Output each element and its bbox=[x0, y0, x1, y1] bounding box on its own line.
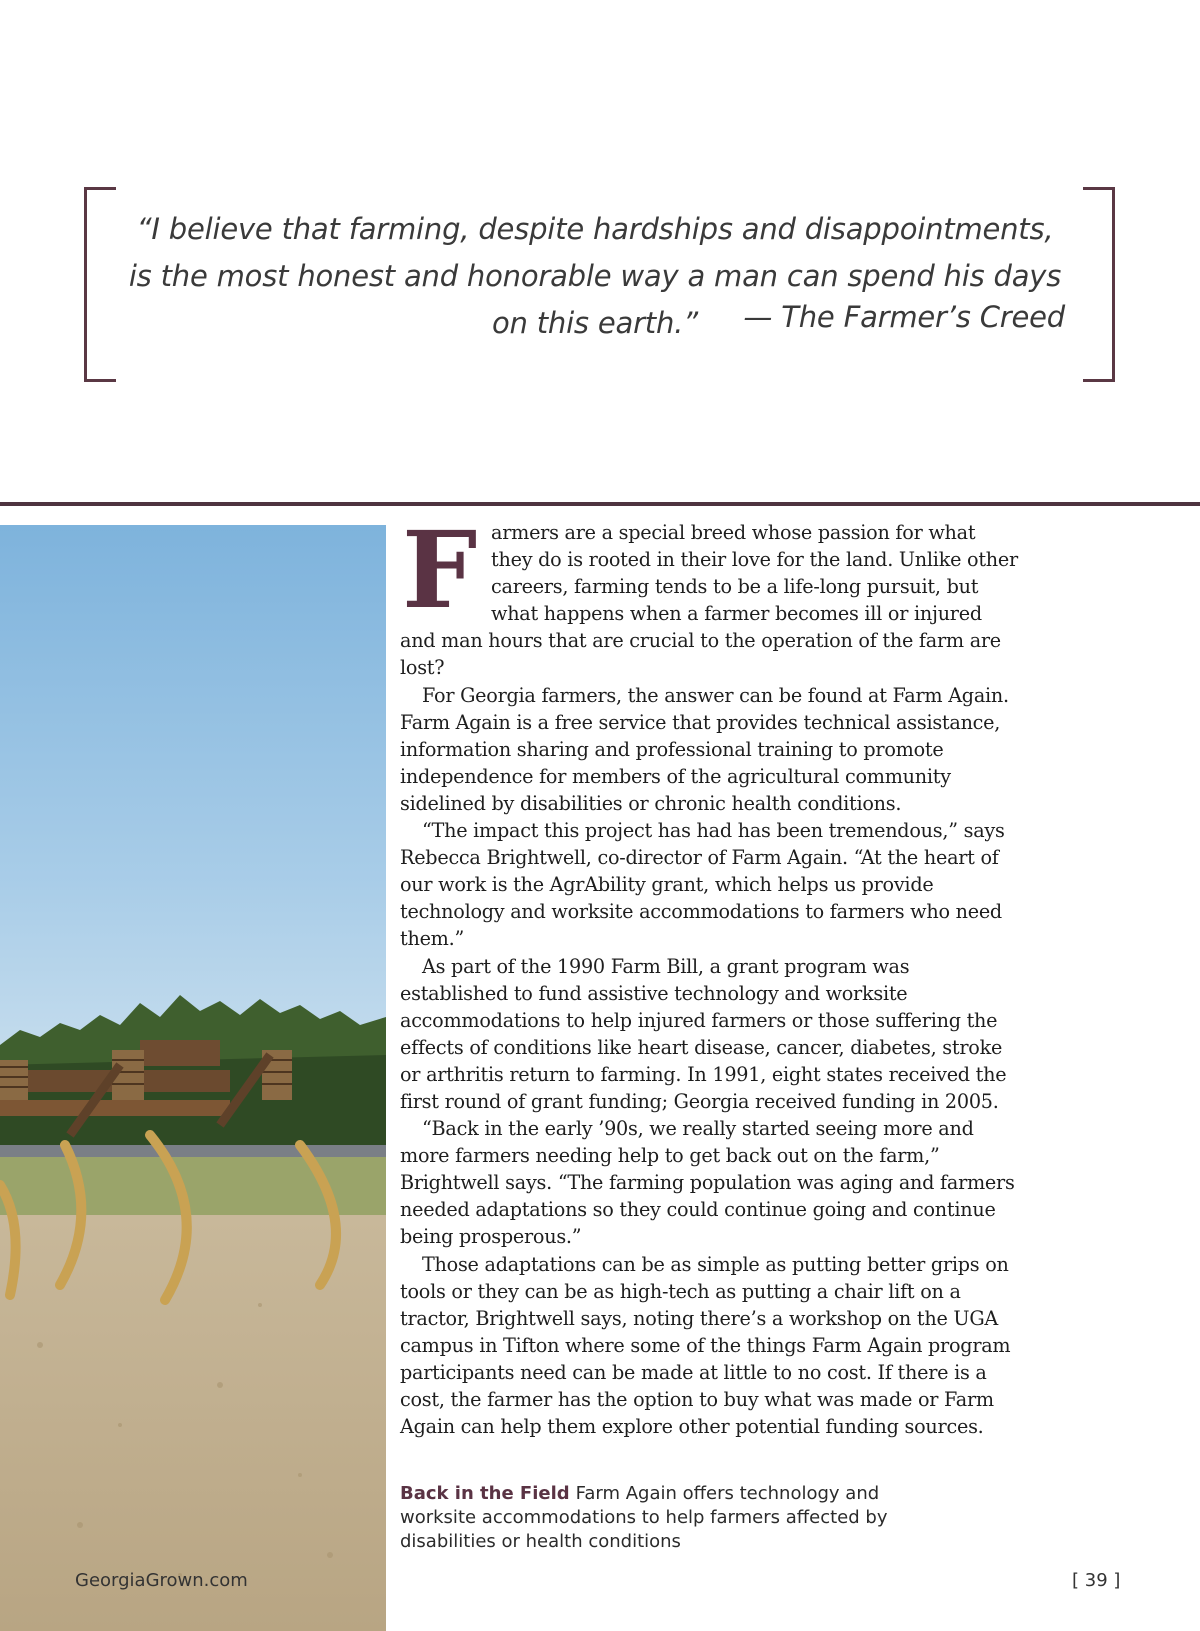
pull-quote-attribution: — The Farmer’s Creed bbox=[743, 300, 1065, 334]
drop-cap: F bbox=[402, 507, 478, 632]
section-divider bbox=[0, 502, 1200, 506]
caption-heading: Back in the Field bbox=[400, 1483, 570, 1504]
quote-bracket-right bbox=[1083, 187, 1115, 382]
farm-field-photo bbox=[0, 525, 386, 1631]
article-paragraph bbox=[400, 507, 1022, 682]
pull-quote-text: “I believe that farming, despite hardships and disappointments, is the most honest and honorable way a man can spend his days on this earth.” bbox=[128, 212, 1062, 340]
article-paragraph: As part of the 1990 Farm Bill, a grant program was established to fund assistive technology and worksite accommodations to help injured farmers or those suffering the effects of conditions like heart disease, cancer, diabetes, stroke or arthritis return to farming. In 1991, eight states received the first round of grant funding; Georgia received funding in 2005. bbox=[400, 954, 1007, 1113]
page-number: [ 39 ] bbox=[1072, 1570, 1121, 1591]
article-paragraph-text: armers are a special breed whose passion for what they do is rooted in their love for the land. Unlike other careers, farming tends to be a life-long pursuit, but what happens when a farmer becomes ill or injured and man hours that are crucial to the operation of the farm are lost? bbox=[400, 521, 1018, 680]
article-body bbox=[400, 507, 1022, 1440]
article-paragraph: “Back in the early ’90s, we really started seeing more and more farmers needing help to get back out on the farm,” Brightwell says. “The farming population was aging and farmers needed adaptations so they could continue going and continue being prosperous.” bbox=[400, 1117, 1015, 1249]
article-paragraph: Those adaptations can be as simple as putting better grips on tools or they can be as high-tech as putting a chair lift on a tractor, Brightwell says, noting there’s a workshop on the UGA campus in Tifton where some of the things Farm Again program participants need can be made at little to no cost. If there is a cost, the farmer has the option to buy what was made or Farm Again can help them explore other potential funding sources. bbox=[400, 1252, 1011, 1439]
article-paragraph: For Georgia farmers, the answer can be found at Farm Again. Farm Again is a free service that provides technical assistance, information sharing and professional training to promote independence for members of the agricultural community sidelined by disabilities or chronic health conditions. bbox=[400, 683, 1009, 815]
website-footer: GeorgiaGrown.com bbox=[75, 1570, 248, 1591]
article-paragraph: “The impact this project has had has been tremendous,” says Rebecca Brightwell, co-director of Farm Again. “At the heart of our work is the AgrAbility grant, which helps us provide technology and worksite accommodations to farmers who need them.” bbox=[400, 819, 1005, 951]
quote-bracket-left bbox=[84, 187, 116, 382]
photo-caption bbox=[400, 1482, 920, 1554]
caption-text: Farm Again offers technology and worksite accommodations to help farmers affected by disabilities or health conditions bbox=[400, 1483, 888, 1552]
